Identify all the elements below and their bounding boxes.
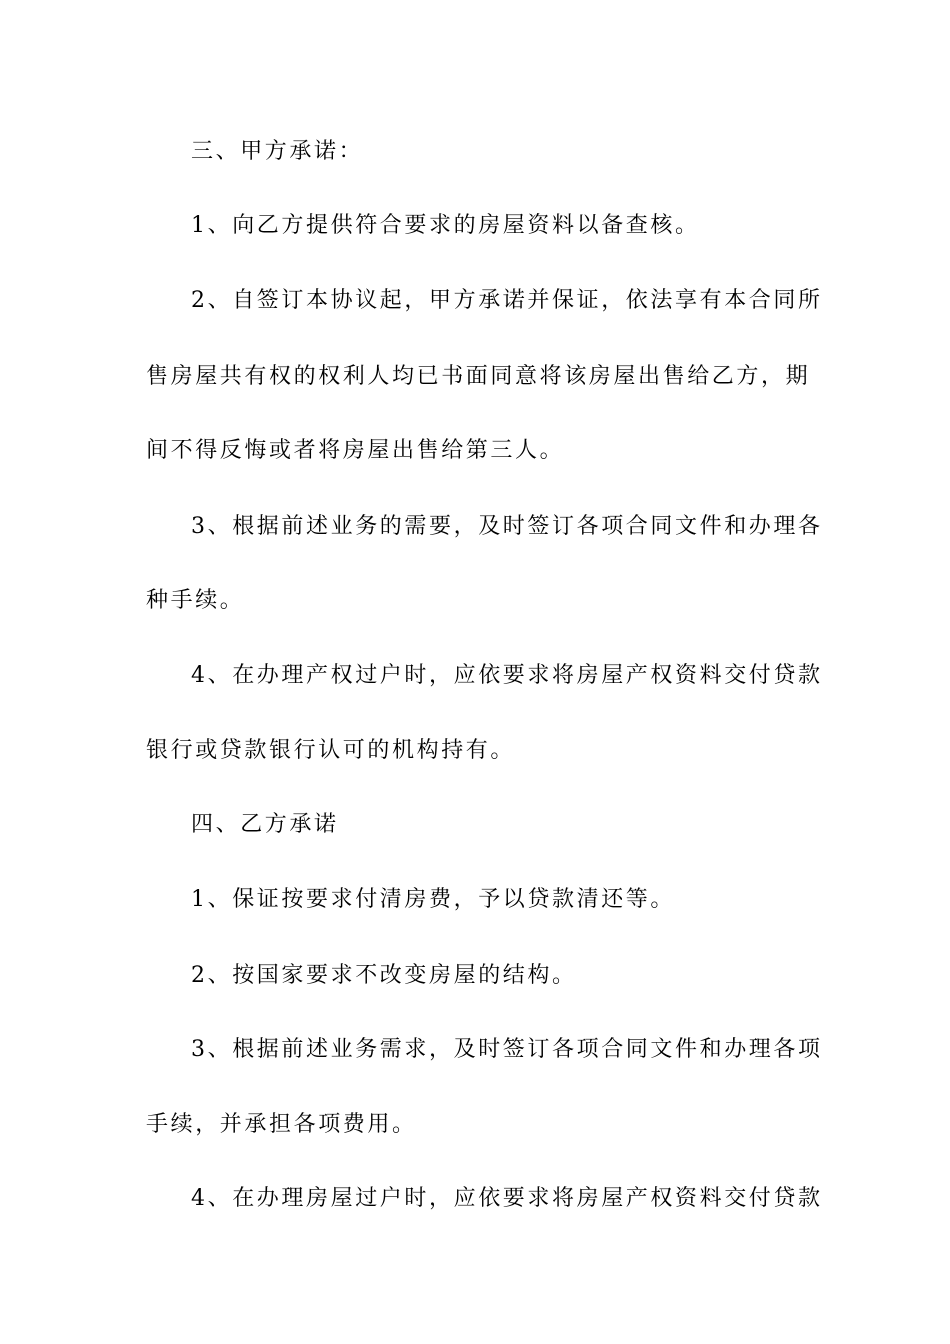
clause-line: 3、根据前述业务需求，及时签订各项合同文件和办理各项 [191, 1037, 823, 1062]
clause-line: 4、在办理房屋过户时，应依要求将房屋产权资料交付贷款 [191, 1186, 823, 1211]
clause-line: 银行或贷款银行认可的机构持有。 [146, 738, 516, 763]
clause-line: 3、根据前述业务的需要，及时签订各项合同文件和办理各 [191, 514, 823, 539]
clause-line: 售房屋共有权的权利人均已书面同意将该房屋出售给乙方，期 [146, 364, 811, 389]
clause-line: 4、在办理产权过户时，应依要求将房屋产权资料交付贷款 [191, 663, 823, 688]
clause-line: 种手续。 [146, 588, 245, 613]
clause-line: 1、保证按要求付清房费，予以贷款清还等。 [191, 887, 675, 912]
clause-line: 手续，并承担各项费用。 [146, 1112, 417, 1137]
section-heading-party-a: 三、甲方承诺： [191, 139, 364, 164]
clause-line: 2、按国家要求不改变房屋的结构。 [191, 963, 577, 988]
clause-line: 1、向乙方提供符合要求的房屋资料以备查核。 [191, 213, 700, 238]
section-heading-party-b: 四、乙方承诺 [191, 812, 339, 837]
clause-line: 间不得反悔或者将房屋出售给第三人。 [146, 438, 565, 463]
clause-line: 2、自签订本协议起，甲方承诺并保证，依法享有本合同所 [191, 288, 823, 313]
